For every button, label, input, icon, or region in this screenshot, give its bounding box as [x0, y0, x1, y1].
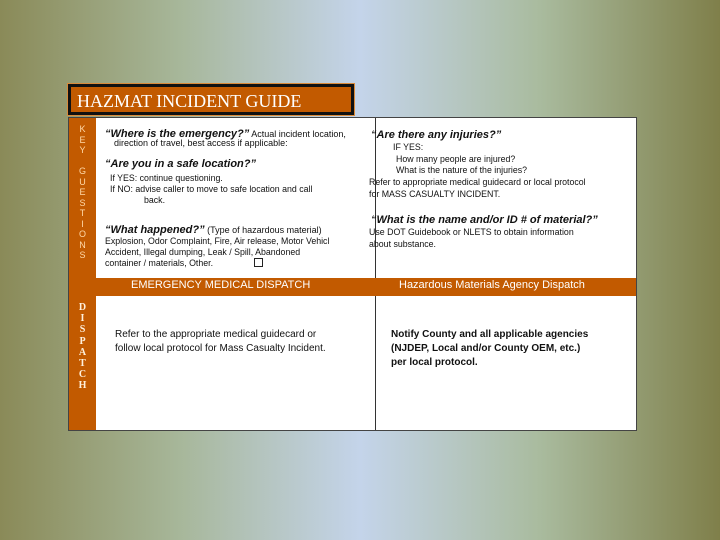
- incident-types-line3-text: container / materials, Other.: [105, 258, 214, 268]
- side-letter: Y: [79, 145, 86, 155]
- side-letter: T: [79, 358, 86, 370]
- band-ems-dispatch: EMERGENCY MEDICAL DISPATCH: [131, 279, 311, 291]
- incident-types-line3: [105, 258, 263, 269]
- question-what-happened-rest: (Type of hazardous material): [204, 225, 322, 235]
- question-injuries-title: “Are there any injuries?”: [371, 129, 502, 141]
- side-letter: E: [79, 134, 86, 145]
- side-letter: P: [79, 335, 86, 347]
- side-letter: I: [80, 313, 85, 325]
- side-letter: D: [78, 302, 87, 313]
- column-divider: [375, 118, 376, 430]
- side-letter: N: [79, 239, 86, 250]
- ems-dispatch-instructions: [115, 328, 326, 356]
- dispatch-label: [69, 296, 96, 430]
- question-safe-back: back.: [144, 195, 166, 205]
- question-safe-no: If NO: advise caller to move to safe location and call: [110, 184, 313, 194]
- ems-dispatch-line1: Refer to the appropriate medical guidecard or: [115, 329, 317, 340]
- side-letter: C: [78, 369, 87, 381]
- hazmat-dispatch-line1: Notify County and all applicable agencies: [391, 329, 589, 340]
- checkbox-icon: [254, 258, 263, 267]
- hazmat-dispatch-line3: per local protocol.: [391, 357, 478, 368]
- page-title: HAZMAT INCIDENT GUIDE: [77, 91, 302, 111]
- band-hazmat-dispatch: Hazardous Materials Agency Dispatch: [399, 279, 585, 291]
- side-letter: S: [79, 324, 86, 336]
- question-material-line2: about substance.: [369, 239, 437, 249]
- hazmat-dispatch-line2: (NJDEP, Local and/or County OEM, etc.): [391, 343, 581, 354]
- question-material-line1: Use DOT Guidebook or NLETS to obtain information: [369, 227, 574, 237]
- side-letter: T: [79, 208, 86, 218]
- question-injuries-yes: IF YES:: [393, 142, 424, 152]
- side-letter: E: [79, 187, 86, 197]
- side-letter: K: [79, 124, 86, 134]
- side-letter: O: [78, 229, 86, 239]
- dispatch-header-band: [69, 278, 636, 296]
- side-letter: U: [79, 176, 86, 187]
- side-letter: [81, 156, 84, 167]
- guide-card: [68, 117, 637, 431]
- question-location-rest: Actual incident location,: [249, 129, 346, 139]
- incident-types-line1: Explosion, Odor Complaint, Fire, Air release, Motor Vehicl: [105, 236, 330, 246]
- side-letter: S: [79, 197, 86, 208]
- question-location-detail: direction of travel, best access if applicable:: [114, 138, 288, 148]
- side-letter: S: [79, 250, 86, 260]
- incident-types-line2: Accident, Illegal dumping, Leak / Spill, Abandoned: [105, 247, 301, 257]
- question-location-title: “Where is the emergency?”: [105, 128, 250, 140]
- hazmat-dispatch-instructions: [391, 328, 588, 370]
- question-injuries-count: How many people are injured?: [396, 154, 516, 164]
- question-injuries-mci: for MASS CASUALTY INCIDENT.: [369, 189, 501, 199]
- side-letter: A: [78, 346, 87, 358]
- side-letter: H: [78, 380, 87, 392]
- side-letter: G: [78, 166, 86, 176]
- key-questions-label: [69, 118, 96, 278]
- question-material-title: “What is the name and/or ID # of material?”: [371, 214, 598, 226]
- title-box: [68, 84, 354, 115]
- question-injuries-refer: Refer to appropriate medical guidecard or local protocol: [369, 177, 586, 187]
- question-safe-title: “Are you in a safe location?”: [105, 158, 256, 170]
- side-letter: I: [81, 218, 84, 229]
- question-injuries-nature: What is the nature of the injuries?: [396, 165, 528, 175]
- question-what-happened-title: “What happened?”: [105, 224, 205, 236]
- question-safe-yes: If YES: continue questioning.: [110, 173, 223, 183]
- ems-dispatch-line2: follow local protocol for Mass Casualty Incident.: [115, 343, 326, 354]
